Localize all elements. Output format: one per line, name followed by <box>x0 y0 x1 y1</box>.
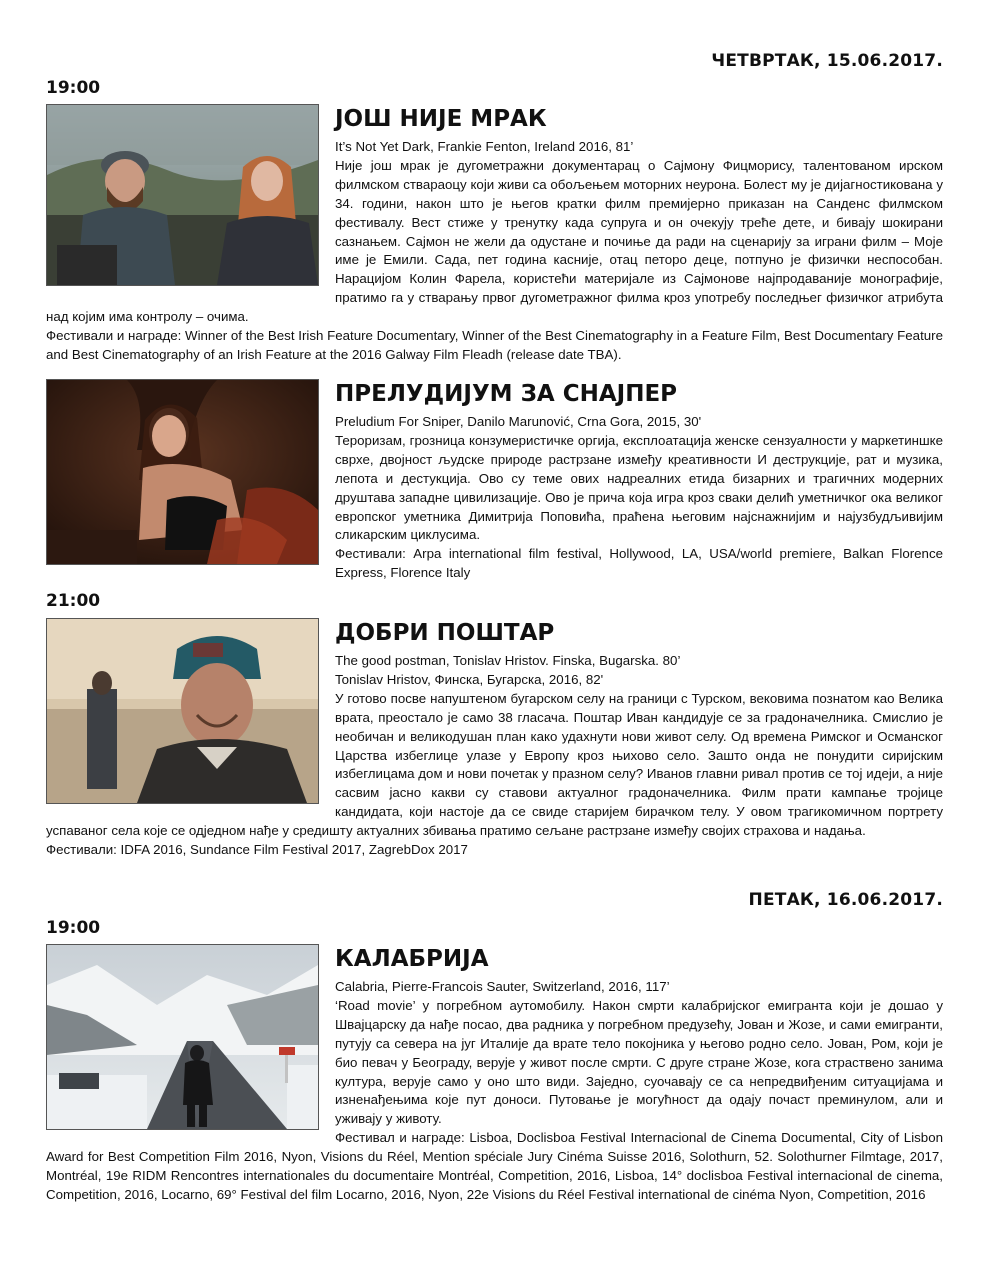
film-festivals: Фестивал и награде: Lisboa, Doclisboa Festival Internacional de Cinema Documental, City of Lisbon Award for Best Competition Film 2016, Nyon, Visions du Réel, Mention spéciale Jury Cinéma Suisse 2016, Solothurn, 52. Solothurner Filmtage, 2017, Montréal, 19e RIDM Rencontres internationales du documentaire Montréal, Competition, 2016, Lisboa, 14° doclisboa Festival internacional de cinema, Competition, 2016, Locarno, 69° Festival del film Locarno, 2016, Nyon, 22e Visions du Réel Festival international de cinéma Nyon, Competition, 2016 <box>46 1130 943 1202</box>
film-synopsis: Није још мрак је дугометражни документарац о Сајмону Фицморису, талентованом ирском филмском ствараоцу који живи са обољењем моторних неурона. Болест му је дијагностикована у 34. години, након што је његов кратки филм премијерно приказан на Санденс филмском фестивалу. Вест стиже у тренутку када супруга и он очекују треће дете, и бивају шокирани сазнањем. Сајмон не жели да одустане и почиње да ради на сценарију за играни филм – Моје име је Емили. Сада, пет година касније, отац петоро деце, потпуно је физички неспособан. Нарацијом Колин Фарела, користећи материјале из Сајмонове најпродаваније монографије, пратимо га у стварању првог дугометражног филма кроз употребу последњег физичког атрибута над којим има контролу – очима. <box>46 157 943 325</box>
day-heading-friday: ПЕТАК, 16.06.2017. <box>748 890 943 910</box>
film-entry-the-good-postman <box>46 618 943 860</box>
time-slot-1900-friday: 19:00 <box>46 918 101 938</box>
film-entry-preludium-for-sniper <box>46 379 943 583</box>
film-credit: The good postman, Tonislav Hristov. Finska, Bugarska. 80’ <box>335 653 681 668</box>
film-synopsis: У готово посве напуштеном бугарском селу на граници с Турском, вековима познатом као Велика врата, преостало је само 38 гласача. Поштар Иван кандидује се за градоначелника. Смислио је необичан и великодушан план како удахнути нови живот селу. Од времена Римског и Османског Царства избеглице улазе у Европу кроз њихово село. Зашто онда не понудити сиријским избеглицама дом и нови почетак у празном селу? Иванов главни ривал против се тој идеји, а није сасвим јасно какви су ставови актуалног градоначелника. Филм прати кампање тројице кандидата, који настоје да се свиде старијем бирачком телу. У овом трагикомичном портрету успаваног села које се одједном нађе у средишту актуалних збивања пратимо сељане растрзане између својих страхова и надања. <box>46 690 943 839</box>
time-slot-1900: 19:00 <box>46 78 101 98</box>
film-title: ЈОШ НИЈЕ МРАК <box>335 106 547 132</box>
film-title: ДОБРИ ПОШТАР <box>335 620 555 646</box>
film-festivals: Фестивали: Arpa international film festival, Hollywood, LA, USA/world premiere, Balkan Florence Express, Florence Italy <box>335 546 943 581</box>
film-still-calabria <box>46 944 319 1130</box>
film-still-its-not-yet-dark <box>46 104 319 286</box>
film-credit: Calabria, Pierre-Francois Sauter, Switzerland, 2016, 117’ <box>335 979 670 994</box>
film-festivals: Фестивали: IDFA 2016, Sundance Film Festival 2017, ZagrebDox 2017 <box>46 842 468 858</box>
film-entry-its-not-yet-dark <box>46 104 943 365</box>
film-title: КАЛАБРИЈА <box>335 946 489 972</box>
film-synopsis: ‘Road movie’ у погребном аутомобилу. Након смрти калабријског емигранта који је дошао у Швајцарску да нађе посао, два радника у погребном предузећу, Јован и Жозе, и сами емигранти, путују са севера на југ Италије да врате тело покојника у његово родно село. Јован, Ром, који је био певач у Београду, верује у живот после смрти. С друге стране Жозе, кога страствено занима култура, верује само у оно што види. Заједно, суочавају се са непредвиђеним ситуацијама и изненађењима које пут доноси. Путовање је могућност да одају почаст преминулом, али и уживају у животу. <box>335 997 943 1127</box>
film-credit: It’s Not Yet Dark, Frankie Fenton, Ireland 2016, 81’ <box>335 139 634 154</box>
film-still-the-good-postman <box>46 618 319 804</box>
film-title: ПРЕЛУДИЈУМ ЗА СНАЈПЕР <box>335 381 678 407</box>
film-synopsis: Тероризам, грозница конзумеристичке оргија, експлоатација женске сензуалности у маркетиншке сврхе, двојност људске природе растрзане између креативности И деструкције, рат и музика, лепота и дестукција. Ово су теме ових надреалних етида бизарних и трагичних модерних друштава западне цивилизације. Ово је прича која игра кроз сваки делић уметничког ока великог европског уметника Димитрија Поповића, праћена његовим најснажнијим и најузбудљивијим сликарским циклусима. <box>335 432 943 543</box>
still-image-man-in-hat <box>47 619 318 803</box>
still-image-snowy-road <box>47 945 318 1129</box>
film-entry-calabria <box>46 944 943 1205</box>
still-image-couple-outdoors <box>47 105 318 285</box>
film-still-preludium-for-sniper <box>46 379 319 565</box>
film-credit-alt: Tonislav Hristov, Финска, Бугарска, 2016, 82' <box>335 671 604 687</box>
film-credit: Preludium For Sniper, Danilo Marunović, Crna Gora, 2015, 30' <box>335 414 702 429</box>
day-heading-thursday: ЧЕТВРТАК, 15.06.2017. <box>711 51 943 71</box>
film-festivals: Фестивали и награде: Winner of the Best Irish Feature Documentary, Winner of the Best Cinematography in a Feature Film, Best Documentary Feature and Best Cinematography of an Irish Feature at the 2016 Galway Film Fleadh (release date TBA). <box>46 328 943 362</box>
time-slot-2100: 21:00 <box>46 591 101 611</box>
still-image-woman-interior <box>47 380 318 564</box>
